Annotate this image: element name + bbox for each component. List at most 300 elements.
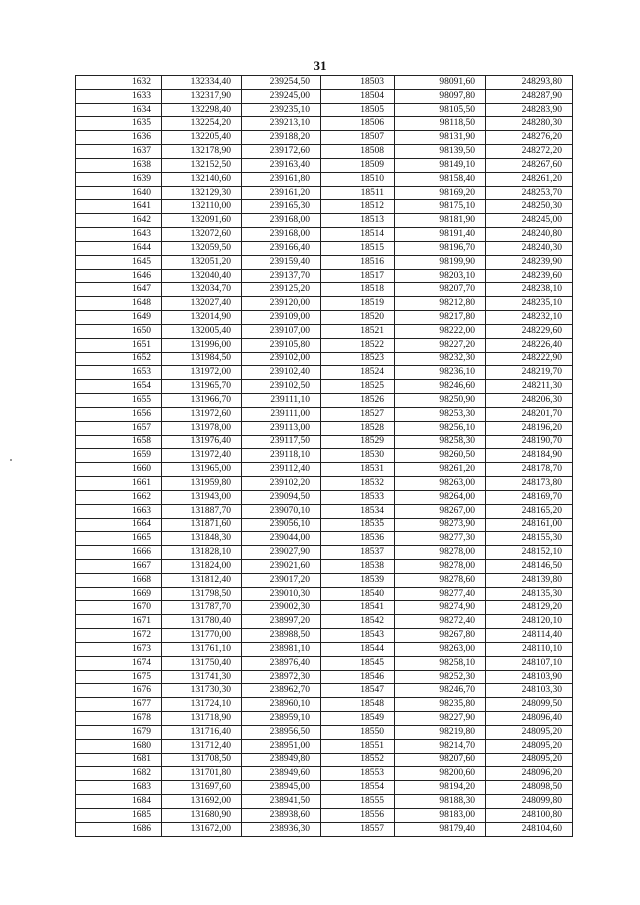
point-id-2-cell: 18514 xyxy=(321,228,395,242)
point-id-2-cell: 18503 xyxy=(321,76,395,90)
table-row xyxy=(76,532,573,546)
y1-cell: 238938,60 xyxy=(242,808,321,822)
x2-cell: 98272,40 xyxy=(395,615,486,629)
y2-cell: 248293,80 xyxy=(486,76,573,90)
y1-cell: 239161,80 xyxy=(242,172,321,186)
y2-cell: 248173,80 xyxy=(486,477,573,491)
table-row xyxy=(76,504,573,518)
point-id-cell: 1657 xyxy=(76,421,162,435)
point-id-cell: 1671 xyxy=(76,615,162,629)
point-id-cell: 1638 xyxy=(76,158,162,172)
point-id-2-cell: 18538 xyxy=(321,559,395,573)
table-row xyxy=(76,684,573,698)
y2-cell: 248283,90 xyxy=(486,103,573,117)
point-id-cell: 1661 xyxy=(76,477,162,491)
x2-cell: 98267,00 xyxy=(395,504,486,518)
y1-cell: 239021,60 xyxy=(242,559,321,573)
table-row xyxy=(76,214,573,228)
y2-cell: 248226,40 xyxy=(486,338,573,352)
y1-cell: 238956,50 xyxy=(242,725,321,739)
point-id-2-cell: 18528 xyxy=(321,421,395,435)
y2-cell: 248165,20 xyxy=(486,504,573,518)
y2-cell: 248155,30 xyxy=(486,532,573,546)
y2-cell: 248096,40 xyxy=(486,712,573,726)
table-row xyxy=(76,421,573,435)
scan-speck xyxy=(10,459,12,461)
x1-cell: 132254,20 xyxy=(162,117,242,131)
x2-cell: 98232,30 xyxy=(395,352,486,366)
x2-cell: 98267,80 xyxy=(395,629,486,643)
y2-cell: 248287,90 xyxy=(486,89,573,103)
y1-cell: 238945,00 xyxy=(242,781,321,795)
table-row xyxy=(76,642,573,656)
x1-cell: 131708,50 xyxy=(162,753,242,767)
point-id-cell: 1682 xyxy=(76,767,162,781)
y1-cell: 239070,10 xyxy=(242,504,321,518)
table-row xyxy=(76,255,573,269)
point-id-2-cell: 18509 xyxy=(321,158,395,172)
x1-cell: 132051,20 xyxy=(162,255,242,269)
page-number: 31 xyxy=(313,58,327,73)
point-id-2-cell: 18535 xyxy=(321,518,395,532)
y2-cell: 248267,60 xyxy=(486,158,573,172)
y2-cell: 248169,70 xyxy=(486,490,573,504)
y1-cell: 238988,50 xyxy=(242,629,321,643)
y1-cell: 239235,10 xyxy=(242,103,321,117)
point-id-2-cell: 18519 xyxy=(321,297,395,311)
x2-cell: 98236,10 xyxy=(395,366,486,380)
x2-cell: 98118,50 xyxy=(395,117,486,131)
y2-cell: 248178,70 xyxy=(486,463,573,477)
x1-cell: 131680,90 xyxy=(162,808,242,822)
point-id-cell: 1636 xyxy=(76,131,162,145)
point-id-2-cell: 18531 xyxy=(321,463,395,477)
point-id-cell: 1648 xyxy=(76,297,162,311)
y1-cell: 239165,30 xyxy=(242,200,321,214)
table-row xyxy=(76,463,573,477)
table-row xyxy=(76,477,573,491)
y2-cell: 248238,10 xyxy=(486,283,573,297)
y1-cell: 239002,30 xyxy=(242,601,321,615)
y1-cell: 239168,00 xyxy=(242,228,321,242)
x1-cell: 131798,50 xyxy=(162,587,242,601)
point-id-cell: 1647 xyxy=(76,283,162,297)
x1-cell: 131972,00 xyxy=(162,366,242,380)
point-id-cell: 1686 xyxy=(76,822,162,836)
point-id-cell: 1665 xyxy=(76,532,162,546)
point-id-2-cell: 18546 xyxy=(321,670,395,684)
y1-cell: 238962,70 xyxy=(242,684,321,698)
point-id-2-cell: 18524 xyxy=(321,366,395,380)
y1-cell: 239109,00 xyxy=(242,311,321,325)
y2-cell: 248103,30 xyxy=(486,684,573,698)
x1-cell: 131828,10 xyxy=(162,546,242,560)
point-id-2-cell: 18515 xyxy=(321,241,395,255)
point-id-2-cell: 18511 xyxy=(321,186,395,200)
y2-cell: 248129,20 xyxy=(486,601,573,615)
point-id-cell: 1683 xyxy=(76,781,162,795)
x1-cell: 132040,40 xyxy=(162,269,242,283)
x1-cell: 132140,60 xyxy=(162,172,242,186)
point-id-2-cell: 18553 xyxy=(321,767,395,781)
point-id-cell: 1662 xyxy=(76,490,162,504)
x2-cell: 98278,60 xyxy=(395,573,486,587)
y2-cell: 248099,80 xyxy=(486,795,573,809)
y2-cell: 248253,70 xyxy=(486,186,573,200)
y1-cell: 238960,10 xyxy=(242,698,321,712)
x1-cell: 132072,60 xyxy=(162,228,242,242)
x2-cell: 98264,00 xyxy=(395,490,486,504)
table-row xyxy=(76,338,573,352)
point-id-2-cell: 18506 xyxy=(321,117,395,131)
y1-cell: 239102,00 xyxy=(242,352,321,366)
x1-cell: 131984,50 xyxy=(162,352,242,366)
point-id-2-cell: 18529 xyxy=(321,435,395,449)
x1-cell: 131718,90 xyxy=(162,712,242,726)
x2-cell: 98203,10 xyxy=(395,269,486,283)
point-id-2-cell: 18537 xyxy=(321,546,395,560)
y2-cell: 248222,90 xyxy=(486,352,573,366)
x2-cell: 98258,30 xyxy=(395,435,486,449)
x1-cell: 131672,00 xyxy=(162,822,242,836)
table-row xyxy=(76,587,573,601)
x2-cell: 98175,10 xyxy=(395,200,486,214)
point-id-2-cell: 18543 xyxy=(321,629,395,643)
point-id-2-cell: 18536 xyxy=(321,532,395,546)
x1-cell: 131787,70 xyxy=(162,601,242,615)
x2-cell: 98217,80 xyxy=(395,311,486,325)
point-id-cell: 1653 xyxy=(76,366,162,380)
y1-cell: 239107,00 xyxy=(242,324,321,338)
table-row xyxy=(76,518,573,532)
point-id-cell: 1675 xyxy=(76,670,162,684)
point-id-cell: 1676 xyxy=(76,684,162,698)
x2-cell: 98105,50 xyxy=(395,103,486,117)
x2-cell: 98158,40 xyxy=(395,172,486,186)
point-id-cell: 1634 xyxy=(76,103,162,117)
point-id-2-cell: 18527 xyxy=(321,407,395,421)
y2-cell: 248139,80 xyxy=(486,573,573,587)
point-id-cell: 1650 xyxy=(76,324,162,338)
point-id-2-cell: 18541 xyxy=(321,601,395,615)
table-row xyxy=(76,601,573,615)
point-id-2-cell: 18557 xyxy=(321,822,395,836)
x1-cell: 132298,40 xyxy=(162,103,242,117)
x1-cell: 131887,70 xyxy=(162,504,242,518)
x1-cell: 132034,70 xyxy=(162,283,242,297)
table-row xyxy=(76,366,573,380)
x1-cell: 131730,30 xyxy=(162,684,242,698)
point-id-2-cell: 18550 xyxy=(321,725,395,739)
point-id-2-cell: 18521 xyxy=(321,324,395,338)
x1-cell: 131716,40 xyxy=(162,725,242,739)
x2-cell: 98246,70 xyxy=(395,684,486,698)
x2-cell: 98097,80 xyxy=(395,89,486,103)
y1-cell: 239010,30 xyxy=(242,587,321,601)
table-row xyxy=(76,490,573,504)
table-row xyxy=(76,753,573,767)
point-id-cell: 1664 xyxy=(76,518,162,532)
y2-cell: 248161,00 xyxy=(486,518,573,532)
y2-cell: 248201,70 xyxy=(486,407,573,421)
y1-cell: 239102,50 xyxy=(242,380,321,394)
y1-cell: 239056,10 xyxy=(242,518,321,532)
point-id-2-cell: 18551 xyxy=(321,739,395,753)
table-row xyxy=(76,407,573,421)
y2-cell: 248146,50 xyxy=(486,559,573,573)
x2-cell: 98131,90 xyxy=(395,131,486,145)
x2-cell: 98188,30 xyxy=(395,795,486,809)
y1-cell: 239112,40 xyxy=(242,463,321,477)
y2-cell: 248232,10 xyxy=(486,311,573,325)
x1-cell: 131724,10 xyxy=(162,698,242,712)
point-id-2-cell: 18530 xyxy=(321,449,395,463)
point-id-cell: 1642 xyxy=(76,214,162,228)
x1-cell: 131943,00 xyxy=(162,490,242,504)
table-row xyxy=(76,297,573,311)
point-id-2-cell: 18547 xyxy=(321,684,395,698)
x2-cell: 98260,50 xyxy=(395,449,486,463)
table-row xyxy=(76,629,573,643)
y2-cell: 248120,10 xyxy=(486,615,573,629)
x2-cell: 98219,80 xyxy=(395,725,486,739)
point-id-2-cell: 18545 xyxy=(321,656,395,670)
x2-cell: 98263,00 xyxy=(395,477,486,491)
x2-cell: 98091,60 xyxy=(395,76,486,90)
point-id-2-cell: 18520 xyxy=(321,311,395,325)
x1-cell: 131972,40 xyxy=(162,449,242,463)
y2-cell: 248135,30 xyxy=(486,587,573,601)
point-id-cell: 1646 xyxy=(76,269,162,283)
x2-cell: 98227,90 xyxy=(395,712,486,726)
x1-cell: 131770,00 xyxy=(162,629,242,643)
y2-cell: 248103,90 xyxy=(486,670,573,684)
point-id-2-cell: 18554 xyxy=(321,781,395,795)
x1-cell: 132129,30 xyxy=(162,186,242,200)
point-id-cell: 1680 xyxy=(76,739,162,753)
point-id-cell: 1640 xyxy=(76,186,162,200)
point-id-cell: 1658 xyxy=(76,435,162,449)
point-id-cell: 1678 xyxy=(76,712,162,726)
y2-cell: 248240,30 xyxy=(486,241,573,255)
y1-cell: 239172,60 xyxy=(242,145,321,159)
point-id-cell: 1670 xyxy=(76,601,162,615)
y1-cell: 239102,40 xyxy=(242,366,321,380)
x2-cell: 98169,20 xyxy=(395,186,486,200)
x1-cell: 132027,40 xyxy=(162,297,242,311)
y2-cell: 248107,10 xyxy=(486,656,573,670)
table-row xyxy=(76,89,573,103)
x1-cell: 132152,50 xyxy=(162,158,242,172)
y2-cell: 248190,70 xyxy=(486,435,573,449)
point-id-cell: 1652 xyxy=(76,352,162,366)
y1-cell: 238972,30 xyxy=(242,670,321,684)
point-id-cell: 1660 xyxy=(76,463,162,477)
y1-cell: 239161,20 xyxy=(242,186,321,200)
y2-cell: 248211,30 xyxy=(486,380,573,394)
x2-cell: 98250,90 xyxy=(395,394,486,408)
y2-cell: 248235,10 xyxy=(486,297,573,311)
point-id-2-cell: 18513 xyxy=(321,214,395,228)
y1-cell: 239137,70 xyxy=(242,269,321,283)
point-id-cell: 1644 xyxy=(76,241,162,255)
x2-cell: 98199,90 xyxy=(395,255,486,269)
x1-cell: 131966,70 xyxy=(162,394,242,408)
x1-cell: 132317,90 xyxy=(162,89,242,103)
point-id-2-cell: 18504 xyxy=(321,89,395,103)
table-row xyxy=(76,739,573,753)
y1-cell: 238949,80 xyxy=(242,753,321,767)
y1-cell: 238959,10 xyxy=(242,712,321,726)
x2-cell: 98212,80 xyxy=(395,297,486,311)
point-id-cell: 1659 xyxy=(76,449,162,463)
x2-cell: 98263,00 xyxy=(395,642,486,656)
point-id-2-cell: 18516 xyxy=(321,255,395,269)
table-row xyxy=(76,117,573,131)
point-id-cell: 1655 xyxy=(76,394,162,408)
table-row xyxy=(76,698,573,712)
x1-cell: 132110,00 xyxy=(162,200,242,214)
x1-cell: 131701,80 xyxy=(162,767,242,781)
x1-cell: 132091,60 xyxy=(162,214,242,228)
y2-cell: 248239,60 xyxy=(486,269,573,283)
y2-cell: 248245,00 xyxy=(486,214,573,228)
table-row xyxy=(76,283,573,297)
point-id-2-cell: 18533 xyxy=(321,490,395,504)
table-row xyxy=(76,394,573,408)
point-id-2-cell: 18552 xyxy=(321,753,395,767)
y1-cell: 239120,00 xyxy=(242,297,321,311)
y1-cell: 239188,20 xyxy=(242,131,321,145)
x2-cell: 98273,90 xyxy=(395,518,486,532)
y1-cell: 239017,20 xyxy=(242,573,321,587)
y2-cell: 248184,90 xyxy=(486,449,573,463)
x2-cell: 98252,30 xyxy=(395,670,486,684)
table-row xyxy=(76,559,573,573)
point-id-2-cell: 18518 xyxy=(321,283,395,297)
point-id-cell: 1681 xyxy=(76,753,162,767)
point-id-cell: 1679 xyxy=(76,725,162,739)
y2-cell: 248104,60 xyxy=(486,822,573,836)
x1-cell: 131978,00 xyxy=(162,421,242,435)
y1-cell: 239254,50 xyxy=(242,76,321,90)
point-id-cell: 1641 xyxy=(76,200,162,214)
x1-cell: 131750,40 xyxy=(162,656,242,670)
x1-cell: 132059,50 xyxy=(162,241,242,255)
point-id-cell: 1663 xyxy=(76,504,162,518)
table-row xyxy=(76,615,573,629)
x1-cell: 131871,60 xyxy=(162,518,242,532)
point-id-cell: 1668 xyxy=(76,573,162,587)
y2-cell: 248280,30 xyxy=(486,117,573,131)
x1-cell: 131965,00 xyxy=(162,463,242,477)
table-row xyxy=(76,352,573,366)
point-id-2-cell: 18512 xyxy=(321,200,395,214)
point-id-cell: 1632 xyxy=(76,76,162,90)
x1-cell: 131697,60 xyxy=(162,781,242,795)
table-row xyxy=(76,172,573,186)
x1-cell: 131780,40 xyxy=(162,615,242,629)
point-id-2-cell: 18555 xyxy=(321,795,395,809)
x1-cell: 132005,40 xyxy=(162,324,242,338)
x1-cell: 132014,90 xyxy=(162,311,242,325)
x2-cell: 98274,90 xyxy=(395,601,486,615)
x2-cell: 98222,00 xyxy=(395,324,486,338)
table-row xyxy=(76,228,573,242)
y2-cell: 248100,80 xyxy=(486,808,573,822)
point-id-cell: 1633 xyxy=(76,89,162,103)
x2-cell: 98253,30 xyxy=(395,407,486,421)
x2-cell: 98200,60 xyxy=(395,767,486,781)
point-id-2-cell: 18532 xyxy=(321,477,395,491)
table-row xyxy=(76,311,573,325)
point-id-2-cell: 18510 xyxy=(321,172,395,186)
table-row xyxy=(76,131,573,145)
y2-cell: 248229,60 xyxy=(486,324,573,338)
x2-cell: 98246,60 xyxy=(395,380,486,394)
point-id-cell: 1639 xyxy=(76,172,162,186)
point-id-2-cell: 18525 xyxy=(321,380,395,394)
point-id-cell: 1674 xyxy=(76,656,162,670)
x2-cell: 98139,50 xyxy=(395,145,486,159)
y1-cell: 239245,00 xyxy=(242,89,321,103)
y1-cell: 239111,10 xyxy=(242,394,321,408)
x2-cell: 98256,10 xyxy=(395,421,486,435)
x1-cell: 131761,10 xyxy=(162,642,242,656)
x1-cell: 131965,70 xyxy=(162,380,242,394)
y2-cell: 248099,50 xyxy=(486,698,573,712)
y1-cell: 238949,60 xyxy=(242,767,321,781)
point-id-cell: 1651 xyxy=(76,338,162,352)
x1-cell: 131812,40 xyxy=(162,573,242,587)
table-row xyxy=(76,670,573,684)
point-id-2-cell: 18534 xyxy=(321,504,395,518)
y2-cell: 248098,50 xyxy=(486,781,573,795)
y2-cell: 248276,20 xyxy=(486,131,573,145)
table-row xyxy=(76,573,573,587)
point-id-2-cell: 18548 xyxy=(321,698,395,712)
table-row xyxy=(76,186,573,200)
y2-cell: 248095,20 xyxy=(486,753,573,767)
x2-cell: 98196,70 xyxy=(395,241,486,255)
x1-cell: 131848,30 xyxy=(162,532,242,546)
point-id-cell: 1685 xyxy=(76,808,162,822)
y1-cell: 238997,20 xyxy=(242,615,321,629)
table-row xyxy=(76,449,573,463)
point-id-cell: 1672 xyxy=(76,629,162,643)
x2-cell: 98227,20 xyxy=(395,338,486,352)
x1-cell: 131976,40 xyxy=(162,435,242,449)
point-id-2-cell: 18517 xyxy=(321,269,395,283)
y2-cell: 248240,80 xyxy=(486,228,573,242)
x2-cell: 98191,40 xyxy=(395,228,486,242)
coordinates-table xyxy=(75,75,573,837)
table-row xyxy=(76,76,573,90)
table-row xyxy=(76,324,573,338)
table-row xyxy=(76,808,573,822)
point-id-cell: 1654 xyxy=(76,380,162,394)
point-id-2-cell: 18542 xyxy=(321,615,395,629)
table-row xyxy=(76,435,573,449)
x2-cell: 98277,40 xyxy=(395,587,486,601)
y1-cell: 239213,10 xyxy=(242,117,321,131)
y2-cell: 248095,20 xyxy=(486,739,573,753)
y1-cell: 239094,50 xyxy=(242,490,321,504)
table-row xyxy=(76,712,573,726)
y2-cell: 248110,10 xyxy=(486,642,573,656)
y2-cell: 248250,30 xyxy=(486,200,573,214)
x2-cell: 98278,00 xyxy=(395,559,486,573)
